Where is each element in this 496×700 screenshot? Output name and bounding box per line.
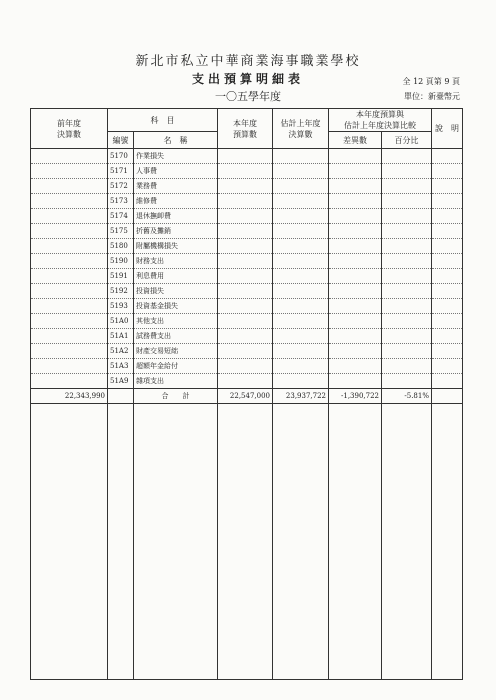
row-diff (329, 374, 382, 389)
row-code: 5175 (108, 224, 134, 239)
row-budget (218, 299, 273, 314)
table-row (31, 149, 463, 164)
total-row (31, 389, 463, 404)
row-pct (382, 374, 432, 389)
table-row (31, 224, 463, 239)
row-code: 5173 (108, 194, 134, 209)
row-note (432, 179, 463, 194)
row-note (432, 344, 463, 359)
header-estimate-line1: 估計上年度 (280, 118, 321, 128)
row-estimate (273, 224, 329, 239)
row-prev-year (31, 299, 108, 314)
currency-unit: 單位：新臺幣元 (404, 92, 460, 101)
row-prev-year (31, 329, 108, 344)
row-pct (382, 179, 432, 194)
row-code: 51A9 (108, 374, 134, 389)
row-pct (382, 239, 432, 254)
row-pct (382, 359, 432, 374)
row-prev-year (31, 269, 108, 284)
table-row (31, 209, 463, 224)
row-diff (329, 284, 382, 299)
row-code: 5190 (108, 254, 134, 269)
row-budget (218, 239, 273, 254)
report-title: 支出預算明細表 (191, 72, 304, 86)
row-budget (218, 359, 273, 374)
row-prev-year (31, 164, 108, 179)
row-note (432, 254, 463, 269)
row-pct (382, 344, 432, 359)
row-diff (329, 299, 382, 314)
table-row (31, 239, 463, 254)
row-estimate (273, 344, 329, 359)
row-code: 5192 (108, 284, 134, 299)
row-budget (218, 254, 273, 269)
row-note (432, 374, 463, 389)
row-budget (218, 284, 273, 299)
row-code: 5170 (108, 149, 134, 164)
row-pct (382, 299, 432, 314)
header-diff: 差異數 (329, 132, 382, 149)
budget-table (30, 108, 463, 680)
row-diff (329, 239, 382, 254)
row-estimate (273, 149, 329, 164)
total-code (108, 389, 134, 404)
row-note (432, 194, 463, 209)
row-pct (382, 314, 432, 329)
row-note (432, 239, 463, 254)
header-prev-year-line2: 決算數 (57, 129, 81, 139)
row-estimate (273, 329, 329, 344)
row-note (432, 284, 463, 299)
row-code: 5191 (108, 269, 134, 284)
school-name: 新北市私立中華商業海事職業學校 (135, 54, 361, 69)
header-budget-line1: 本年度 (233, 118, 257, 128)
row-diff (329, 194, 382, 209)
row-name: 試務費支出 (134, 329, 218, 344)
blank-area (31, 404, 463, 680)
row-prev-year (31, 284, 108, 299)
header-prev-year (31, 109, 108, 149)
row-code: 51A2 (108, 344, 134, 359)
row-prev-year (31, 359, 108, 374)
row-code: 5171 (108, 164, 134, 179)
row-diff (329, 314, 382, 329)
row-pct (382, 194, 432, 209)
row-code: 5193 (108, 299, 134, 314)
row-name: 維修費 (134, 194, 218, 209)
row-note (432, 209, 463, 224)
table-row (31, 374, 463, 389)
row-budget (218, 269, 273, 284)
row-estimate (273, 164, 329, 179)
row-name: 業務費 (134, 179, 218, 194)
row-code: 51A0 (108, 314, 134, 329)
header-subject: 科 目 (108, 109, 218, 132)
header-comparison (329, 109, 432, 132)
header-comparison-line1: 本年度預算與 (356, 110, 404, 119)
row-prev-year (31, 149, 108, 164)
row-estimate (273, 359, 329, 374)
table-row (31, 269, 463, 284)
row-name: 退休撫卹費 (134, 209, 218, 224)
header-code: 編號 (108, 132, 134, 149)
total-note (432, 389, 463, 404)
row-budget (218, 329, 273, 344)
table-row (31, 254, 463, 269)
row-estimate (273, 299, 329, 314)
row-estimate (273, 314, 329, 329)
row-estimate (273, 209, 329, 224)
header-note: 說 明 (432, 109, 463, 149)
row-name: 作業損失 (134, 149, 218, 164)
row-name: 利息費用 (134, 269, 218, 284)
row-diff (329, 149, 382, 164)
row-code: 51A1 (108, 329, 134, 344)
row-diff (329, 254, 382, 269)
row-estimate (273, 269, 329, 284)
row-pct (382, 209, 432, 224)
row-note (432, 269, 463, 284)
table-row (31, 194, 463, 209)
row-diff (329, 329, 382, 344)
row-budget (218, 224, 273, 239)
row-pct (382, 329, 432, 344)
row-estimate (273, 179, 329, 194)
table-row (31, 344, 463, 359)
row-diff (329, 179, 382, 194)
row-budget (218, 344, 273, 359)
academic-year: 一〇五學年度 (215, 90, 281, 103)
row-code: 5172 (108, 179, 134, 194)
row-diff (329, 359, 382, 374)
header-estimate (273, 109, 329, 149)
row-estimate (273, 239, 329, 254)
table-row (31, 314, 463, 329)
row-name: 雜項支出 (134, 374, 218, 389)
row-pct (382, 254, 432, 269)
row-budget (218, 149, 273, 164)
row-budget (218, 194, 273, 209)
row-budget (218, 179, 273, 194)
total-diff: -1,390,722 (329, 389, 382, 404)
row-diff (329, 164, 382, 179)
row-note (432, 329, 463, 344)
header-name: 名 稱 (134, 132, 218, 149)
row-prev-year (31, 374, 108, 389)
row-budget (218, 374, 273, 389)
header-prev-year-line1: 前年度 (57, 118, 81, 128)
row-budget (218, 314, 273, 329)
table-row (31, 284, 463, 299)
header-comparison-line2: 估計上年度決算比較 (344, 121, 416, 130)
total-prev-year: 22,343,990 (31, 389, 108, 404)
row-estimate (273, 374, 329, 389)
row-budget (218, 164, 273, 179)
row-name: 人事費 (134, 164, 218, 179)
row-code: 5180 (108, 239, 134, 254)
row-name: 財產交易短絀 (134, 344, 218, 359)
table-row (31, 164, 463, 179)
row-prev-year (31, 254, 108, 269)
row-name: 附屬機構損失 (134, 239, 218, 254)
row-diff (329, 209, 382, 224)
row-name: 投資損失 (134, 284, 218, 299)
row-note (432, 299, 463, 314)
row-note (432, 359, 463, 374)
row-estimate (273, 284, 329, 299)
row-prev-year (31, 239, 108, 254)
row-name: 超額年金給付 (134, 359, 218, 374)
header-budget (218, 109, 273, 149)
page-info: 全 12 頁第 9 頁 (402, 77, 460, 86)
row-estimate (273, 254, 329, 269)
row-pct (382, 284, 432, 299)
row-prev-year (31, 314, 108, 329)
row-code: 51A3 (108, 359, 134, 374)
row-diff (329, 344, 382, 359)
row-name: 其他支出 (134, 314, 218, 329)
row-code: 5174 (108, 209, 134, 224)
row-prev-year (31, 179, 108, 194)
row-note (432, 149, 463, 164)
row-pct (382, 224, 432, 239)
header-budget-line2: 預算數 (233, 129, 257, 139)
total-pct: -5.81% (382, 389, 432, 404)
row-note (432, 164, 463, 179)
row-pct (382, 269, 432, 284)
table-body (31, 149, 463, 389)
table-row (31, 359, 463, 374)
row-prev-year (31, 224, 108, 239)
total-budget: 22,547,000 (218, 389, 273, 404)
row-diff (329, 224, 382, 239)
row-prev-year (31, 194, 108, 209)
table-row (31, 299, 463, 314)
table-row (31, 179, 463, 194)
table-row (31, 329, 463, 344)
row-note (432, 224, 463, 239)
row-prev-year (31, 209, 108, 224)
row-name: 投資基金損失 (134, 299, 218, 314)
header-pct: 百分比 (382, 132, 432, 149)
row-budget (218, 209, 273, 224)
row-name: 折舊及攤銷 (134, 224, 218, 239)
header-estimate-line2: 決算數 (288, 129, 313, 139)
row-estimate (273, 194, 329, 209)
row-pct (382, 149, 432, 164)
row-pct (382, 164, 432, 179)
row-note (432, 314, 463, 329)
row-name: 財務支出 (134, 254, 218, 269)
row-prev-year (31, 344, 108, 359)
total-estimate: 23,937,722 (273, 389, 329, 404)
row-diff (329, 269, 382, 284)
total-label: 合 計 (134, 389, 218, 404)
